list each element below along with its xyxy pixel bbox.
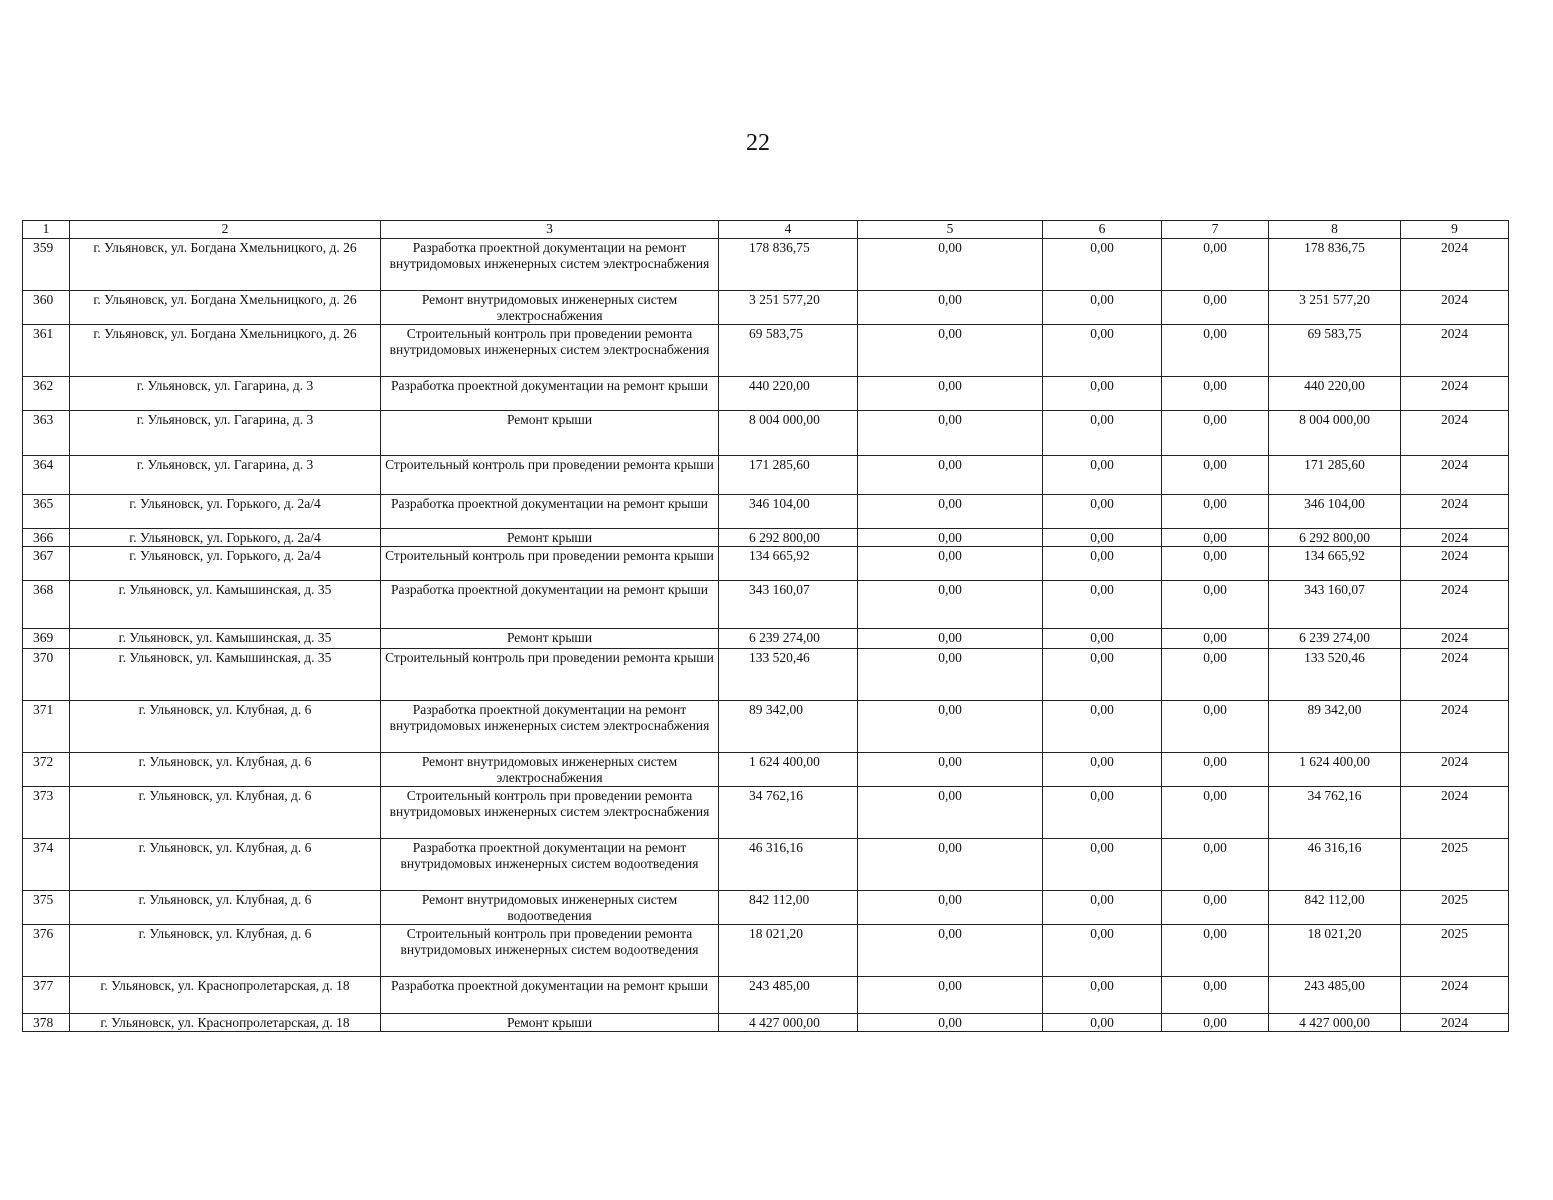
amount-cell: 0,00	[1043, 753, 1162, 787]
year-cell: 2024	[1401, 495, 1509, 529]
column-header: 3	[381, 221, 719, 239]
amount-cell: 1 624 400,00	[719, 753, 858, 787]
amount-cell: 0,00	[858, 649, 1043, 701]
header-row	[23, 221, 1509, 239]
address-cell: г. Ульяновск, ул. Краснопролетарская, д. 18	[70, 977, 381, 1014]
table-row	[23, 649, 1509, 701]
row-number: 376	[23, 925, 70, 977]
row-number: 370	[23, 649, 70, 701]
amount-cell: 0,00	[858, 377, 1043, 411]
amount-cell: 46 316,16	[719, 839, 858, 891]
column-header: 5	[858, 221, 1043, 239]
amount-cell: 0,00	[1043, 701, 1162, 753]
amount-cell: 0,00	[1162, 1014, 1269, 1032]
total-amount-cell: 134 665,92	[1269, 547, 1401, 581]
work-description-cell: Строительный контроль при проведении ремонта крыши	[381, 456, 719, 495]
year-cell: 2025	[1401, 891, 1509, 925]
address-cell: г. Ульяновск, ул. Клубная, д. 6	[70, 701, 381, 753]
amount-cell: 0,00	[1162, 629, 1269, 649]
amount-cell: 0,00	[858, 456, 1043, 495]
amount-cell: 0,00	[1162, 787, 1269, 839]
amount-cell: 0,00	[1043, 456, 1162, 495]
amount-cell: 0,00	[1043, 629, 1162, 649]
amount-cell: 0,00	[1043, 1014, 1162, 1032]
amount-cell: 0,00	[858, 753, 1043, 787]
table-row	[23, 787, 1509, 839]
total-amount-cell: 343 160,07	[1269, 581, 1401, 629]
amount-cell: 0,00	[858, 239, 1043, 291]
address-cell: г. Ульяновск, ул. Клубная, д. 6	[70, 839, 381, 891]
amount-cell: 440 220,00	[719, 377, 858, 411]
amount-cell: 0,00	[1162, 581, 1269, 629]
amount-cell: 0,00	[1043, 377, 1162, 411]
amount-cell: 0,00	[1043, 581, 1162, 629]
year-cell: 2024	[1401, 977, 1509, 1014]
amount-cell: 89 342,00	[719, 701, 858, 753]
work-description-cell: Ремонт крыши	[381, 1014, 719, 1032]
amount-cell: 0,00	[858, 547, 1043, 581]
row-number: 368	[23, 581, 70, 629]
row-number: 369	[23, 629, 70, 649]
table-row	[23, 529, 1509, 547]
amount-cell: 0,00	[1162, 547, 1269, 581]
total-amount-cell: 6 239 274,00	[1269, 629, 1401, 649]
work-description-cell: Строительный контроль при проведении ремонта крыши	[381, 649, 719, 701]
total-amount-cell: 6 292 800,00	[1269, 529, 1401, 547]
row-number: 359	[23, 239, 70, 291]
column-header: 4	[719, 221, 858, 239]
total-amount-cell: 34 762,16	[1269, 787, 1401, 839]
amount-cell: 0,00	[1162, 925, 1269, 977]
amount-cell: 178 836,75	[719, 239, 858, 291]
amount-cell: 4 427 000,00	[719, 1014, 858, 1032]
amount-cell: 69 583,75	[719, 325, 858, 377]
year-cell: 2024	[1401, 649, 1509, 701]
amount-cell: 0,00	[1043, 325, 1162, 377]
work-description-cell: Разработка проектной документации на ремонт крыши	[381, 581, 719, 629]
address-cell: г. Ульяновск, ул. Камышинская, д. 35	[70, 581, 381, 629]
work-description-cell: Ремонт внутридомовых инженерных систем электроснабжения	[381, 291, 719, 325]
address-cell: г. Ульяновск, ул. Богдана Хмельницкого, д. 26	[70, 325, 381, 377]
year-cell: 2024	[1401, 547, 1509, 581]
address-cell: г. Ульяновск, ул. Краснопролетарская, д. 18	[70, 1014, 381, 1032]
works-table	[22, 220, 1509, 1032]
work-description-cell: Ремонт крыши	[381, 529, 719, 547]
table-row	[23, 291, 1509, 325]
amount-cell: 0,00	[858, 629, 1043, 649]
work-description-cell: Разработка проектной документации на ремонт крыши	[381, 377, 719, 411]
amount-cell: 0,00	[1162, 377, 1269, 411]
total-amount-cell: 46 316,16	[1269, 839, 1401, 891]
amount-cell: 0,00	[1162, 649, 1269, 701]
column-header: 2	[70, 221, 381, 239]
year-cell: 2024	[1401, 456, 1509, 495]
amount-cell: 171 285,60	[719, 456, 858, 495]
table-row	[23, 495, 1509, 529]
amount-cell: 0,00	[858, 787, 1043, 839]
amount-cell: 0,00	[1043, 495, 1162, 529]
table-body	[23, 239, 1509, 1032]
table-row	[23, 701, 1509, 753]
amount-cell: 842 112,00	[719, 891, 858, 925]
row-number: 374	[23, 839, 70, 891]
work-description-cell: Ремонт внутридомовых инженерных систем водоотведения	[381, 891, 719, 925]
address-cell: г. Ульяновск, ул. Горького, д. 2а/4	[70, 529, 381, 547]
address-cell: г. Ульяновск, ул. Клубная, д. 6	[70, 787, 381, 839]
work-description-cell: Ремонт внутридомовых инженерных систем электроснабжения	[381, 753, 719, 787]
table-row	[23, 581, 1509, 629]
amount-cell: 6 239 274,00	[719, 629, 858, 649]
column-header: 1	[23, 221, 70, 239]
amount-cell: 0,00	[1162, 701, 1269, 753]
work-description-cell: Разработка проектной документации на ремонт внутридомовых инженерных систем электроснабжения	[381, 701, 719, 753]
row-number: 366	[23, 529, 70, 547]
amount-cell: 0,00	[1043, 649, 1162, 701]
amount-cell: 0,00	[1162, 839, 1269, 891]
amount-cell: 0,00	[858, 701, 1043, 753]
address-cell: г. Ульяновск, ул. Клубная, д. 6	[70, 753, 381, 787]
year-cell: 2024	[1401, 529, 1509, 547]
table-row	[23, 377, 1509, 411]
address-cell: г. Ульяновск, ул. Богдана Хмельницкого, д. 26	[70, 239, 381, 291]
address-cell: г. Ульяновск, ул. Горького, д. 2а/4	[70, 547, 381, 581]
amount-cell: 0,00	[1162, 239, 1269, 291]
address-cell: г. Ульяновск, ул. Богдана Хмельницкого, д. 26	[70, 291, 381, 325]
total-amount-cell: 89 342,00	[1269, 701, 1401, 753]
amount-cell: 0,00	[1043, 529, 1162, 547]
table-row	[23, 977, 1509, 1014]
amount-cell: 0,00	[1162, 291, 1269, 325]
total-amount-cell: 18 021,20	[1269, 925, 1401, 977]
row-number: 371	[23, 701, 70, 753]
amount-cell: 8 004 000,00	[719, 411, 858, 456]
total-amount-cell: 4 427 000,00	[1269, 1014, 1401, 1032]
amount-cell: 0,00	[858, 925, 1043, 977]
amount-cell: 0,00	[1043, 291, 1162, 325]
amount-cell: 0,00	[858, 411, 1043, 456]
work-description-cell: Строительный контроль при проведении ремонта внутридомовых инженерных систем электроснабжения	[381, 325, 719, 377]
year-cell: 2024	[1401, 411, 1509, 456]
work-description-cell: Разработка проектной документации на ремонт крыши	[381, 977, 719, 1014]
year-cell: 2024	[1401, 1014, 1509, 1032]
work-description-cell: Разработка проектной документации на ремонт внутридомовых инженерных систем водоотведения	[381, 839, 719, 891]
amount-cell: 0,00	[858, 495, 1043, 529]
table-row	[23, 456, 1509, 495]
amount-cell: 0,00	[1043, 239, 1162, 291]
amount-cell: 0,00	[858, 839, 1043, 891]
row-number: 377	[23, 977, 70, 1014]
address-cell: г. Ульяновск, ул. Камышинская, д. 35	[70, 649, 381, 701]
address-cell: г. Ульяновск, ул. Гагарина, д. 3	[70, 411, 381, 456]
row-number: 362	[23, 377, 70, 411]
row-number: 365	[23, 495, 70, 529]
total-amount-cell: 1 624 400,00	[1269, 753, 1401, 787]
amount-cell: 0,00	[1043, 925, 1162, 977]
year-cell: 2024	[1401, 701, 1509, 753]
amount-cell: 0,00	[1162, 325, 1269, 377]
year-cell: 2024	[1401, 291, 1509, 325]
year-cell: 2024	[1401, 581, 1509, 629]
amount-cell: 133 520,46	[719, 649, 858, 701]
work-description-cell: Строительный контроль при проведении ремонта крыши	[381, 547, 719, 581]
amount-cell: 343 160,07	[719, 581, 858, 629]
total-amount-cell: 8 004 000,00	[1269, 411, 1401, 456]
work-description-cell: Строительный контроль при проведении ремонта внутридомовых инженерных систем водоотведения	[381, 925, 719, 977]
total-amount-cell: 346 104,00	[1269, 495, 1401, 529]
year-cell: 2024	[1401, 629, 1509, 649]
table-row	[23, 325, 1509, 377]
address-cell: г. Ульяновск, ул. Гагарина, д. 3	[70, 456, 381, 495]
amount-cell: 346 104,00	[719, 495, 858, 529]
amount-cell: 0,00	[858, 325, 1043, 377]
amount-cell: 3 251 577,20	[719, 291, 858, 325]
year-cell: 2025	[1401, 839, 1509, 891]
work-description-cell: Ремонт крыши	[381, 411, 719, 456]
amount-cell: 0,00	[1162, 529, 1269, 547]
total-amount-cell: 133 520,46	[1269, 649, 1401, 701]
table-row	[23, 239, 1509, 291]
work-description-cell: Разработка проектной документации на ремонт крыши	[381, 495, 719, 529]
address-cell: г. Ульяновск, ул. Горького, д. 2а/4	[70, 495, 381, 529]
total-amount-cell: 171 285,60	[1269, 456, 1401, 495]
amount-cell: 0,00	[1043, 839, 1162, 891]
table-row	[23, 629, 1509, 649]
row-number: 378	[23, 1014, 70, 1032]
column-header: 8	[1269, 221, 1401, 239]
amount-cell: 0,00	[1162, 977, 1269, 1014]
year-cell: 2024	[1401, 787, 1509, 839]
amount-cell: 18 021,20	[719, 925, 858, 977]
amount-cell: 0,00	[858, 1014, 1043, 1032]
amount-cell: 0,00	[858, 291, 1043, 325]
column-header: 9	[1401, 221, 1509, 239]
amount-cell: 0,00	[858, 977, 1043, 1014]
amount-cell: 0,00	[1162, 495, 1269, 529]
total-amount-cell: 178 836,75	[1269, 239, 1401, 291]
work-description-cell: Ремонт крыши	[381, 629, 719, 649]
address-cell: г. Ульяновск, ул. Гагарина, д. 3	[70, 377, 381, 411]
row-number: 360	[23, 291, 70, 325]
row-number: 363	[23, 411, 70, 456]
amount-cell: 0,00	[1162, 411, 1269, 456]
amount-cell: 0,00	[1162, 891, 1269, 925]
address-cell: г. Ульяновск, ул. Клубная, д. 6	[70, 925, 381, 977]
amount-cell: 0,00	[1162, 456, 1269, 495]
table-row	[23, 753, 1509, 787]
table-row	[23, 839, 1509, 891]
year-cell: 2024	[1401, 377, 1509, 411]
row-number: 373	[23, 787, 70, 839]
table-row	[23, 925, 1509, 977]
amount-cell: 0,00	[1043, 411, 1162, 456]
amount-cell: 243 485,00	[719, 977, 858, 1014]
year-cell: 2024	[1401, 753, 1509, 787]
year-cell: 2025	[1401, 925, 1509, 977]
work-description-cell: Строительный контроль при проведении ремонта внутридомовых инженерных систем электроснабжения	[381, 787, 719, 839]
year-cell: 2024	[1401, 239, 1509, 291]
row-number: 364	[23, 456, 70, 495]
row-number: 375	[23, 891, 70, 925]
table-row	[23, 891, 1509, 925]
amount-cell: 0,00	[1043, 547, 1162, 581]
page-number: 22	[746, 130, 770, 156]
amount-cell: 134 665,92	[719, 547, 858, 581]
total-amount-cell: 69 583,75	[1269, 325, 1401, 377]
total-amount-cell: 3 251 577,20	[1269, 291, 1401, 325]
row-number: 367	[23, 547, 70, 581]
row-number: 372	[23, 753, 70, 787]
amount-cell: 0,00	[858, 529, 1043, 547]
work-description-cell: Разработка проектной документации на ремонт внутридомовых инженерных систем электроснабжения	[381, 239, 719, 291]
amount-cell: 0,00	[858, 581, 1043, 629]
total-amount-cell: 440 220,00	[1269, 377, 1401, 411]
total-amount-cell: 842 112,00	[1269, 891, 1401, 925]
column-header: 6	[1043, 221, 1162, 239]
year-cell: 2024	[1401, 325, 1509, 377]
amount-cell: 34 762,16	[719, 787, 858, 839]
amount-cell: 0,00	[1162, 753, 1269, 787]
address-cell: г. Ульяновск, ул. Камышинская, д. 35	[70, 629, 381, 649]
row-number: 361	[23, 325, 70, 377]
amount-cell: 0,00	[1043, 891, 1162, 925]
amount-cell: 0,00	[1043, 787, 1162, 839]
total-amount-cell: 243 485,00	[1269, 977, 1401, 1014]
table-row	[23, 1014, 1509, 1032]
column-header: 7	[1162, 221, 1269, 239]
amount-cell: 0,00	[1043, 977, 1162, 1014]
amount-cell: 0,00	[858, 891, 1043, 925]
amount-cell: 6 292 800,00	[719, 529, 858, 547]
address-cell: г. Ульяновск, ул. Клубная, д. 6	[70, 891, 381, 925]
table-row	[23, 411, 1509, 456]
table-row	[23, 547, 1509, 581]
